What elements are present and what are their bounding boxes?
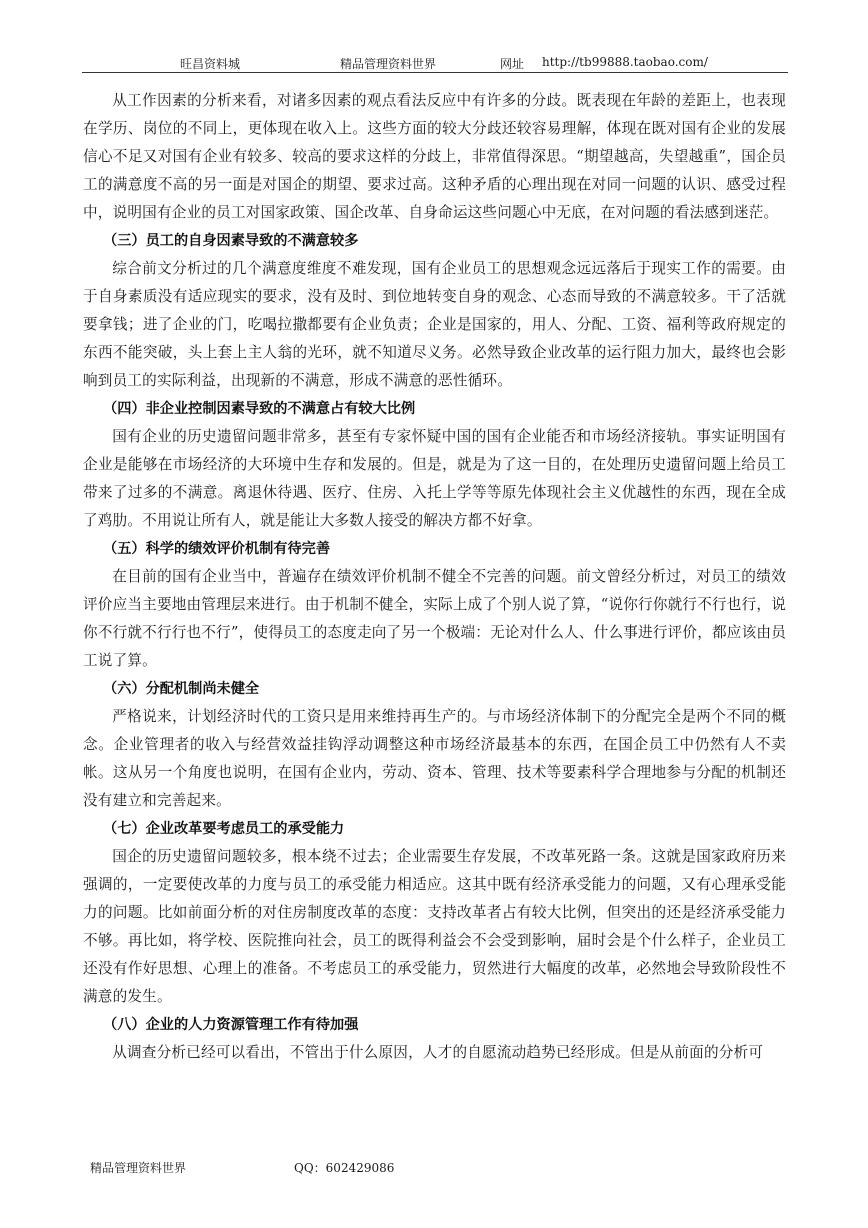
paragraph: 国有企业的历史遗留问题非常多，甚至有专家怀疑中国的国有企业能否和市场经济接轨。事实证明国有企业是能够在市场经济的大环境中生存和发展的。但是，就是为了这一目的，在处理历史遗留问题上给员工带来了过多的不满意。离退休待遇、医疗、住房、入托上学等等原先体现社会主义优越性的东西，现在全成了鸡肋。不用说让所有人，就是能让大多数人接受的解决方都不好拿。 [83,428,786,529]
page-header [82,50,788,73]
paragraph: 严格说来，计划经济时代的工资只是用来维持再生产的。与市场经济体制下的分配完全是两个不同的概念。企业管理者的收入与经营效益挂钩浮动调整这种市场经济最基本的东西，在国企员工中仍然有人不卖帐。这从另一个角度也说明，在国有企业内，劳动、资本、管理、技术等要素科学合理地参与分配的机制还没有建立和完善起来。 [83,708,786,809]
section-heading: （八）企业的人力资源管理工作有待加强 [103,1017,359,1033]
paragraph: 从工作因素的分析来看，对诸多因素的观点看法反应中有许多的分歧。既表现在年龄的差距上，也表现在学历、岗位的不同上，更体现在收入上。这些方面的较大分歧还较容易理解，体现在既对国有企业的发展信心不足又对国有企业有较多、较高的要求这样的分歧上，非常值得深思。“期望越高，失望越重”，国企员工的满意度不高的另一面是对国企的期望、要求过高。这种矛盾的心理出现在对同一问题的认识、感受过程中，说明国有企业的员工对国家政策、国企改革、自身命运这些问题心中无底，在对问题的看法感到迷茫。 [83,92,786,221]
footer-brand: 精品管理资料世界 [90,1161,187,1175]
header-site-name: 旺昌资料城 [180,57,241,71]
footer-qq: QQ：602429086 [294,1161,395,1175]
paragraph: 从调查分析已经可以看出，不管出于什么原因，人才的自愿流动趋势已经形成。但是从前面的分析可 [112,1044,764,1061]
header-url-link[interactable]: http://tb99888.taobao.com/ [542,55,708,69]
section-heading: （三）员工的自身因素导致的不满意较多 [103,233,359,249]
document-body [83,87,786,1067]
paragraph: 国企的历史遗留问题较多，根本绕不过去；企业需要生存发展，不改革死路一条。这就是国家政府历来强调的，一定要使改革的力度与员工的承受能力相适应。这其中既有经济承受能力的问题，又有心理承受能力的问题。比如前面分析的对住房制度改革的态度：支持改革者占有较大比例，但突出的还是经济承受能力不够。再比如，将学校、医院推向社会，员工的既得利益会不会受到影响，届时会是个什么样子，企业员工还没有作好思想、心理上的准备。不考虑员工的承受能力，贸然进行大幅度的改革，必然地会导致阶段性不满意的发生。 [83,848,786,1005]
header-url-label: 网址 [500,57,525,71]
paragraph: 在目前的国有企业当中，普遍存在绩效评价机制不健全不完善的问题。前文曾经分析过，对员工的绩效评价应当主要地由管理层来进行。由于机制不健全，实际上成了个别人说了算，“说你行你就行不行也行，说你不行就不行行也不行”，使得员工的态度走向了另一个极端：无论对什么人、什么事进行评价，都应该由员工说了算。 [83,568,786,669]
paragraph: 综合前文分析过的几个满意度维度不难发现，国有企业员工的思想观念远远落后于现实工作的需要。由于自身素质没有适应现实的要求，没有及时、到位地转变自身的观念、心态而导致的不满意较多。干了活就要拿钱；进了企业的门，吃喝拉撒都要有企业负责；企业是国家的，用人、分配、工资、福利等政府规定的东西不能突破，头上套上主人翁的光环，就不知道尽义务。必然导致企业改革的运行阻力加大，最终也会影响到员工的实际利益，出现新的不满意，形成不满意的恶性循环。 [83,260,786,389]
section-heading: （七）企业改革要考虑员工的承受能力 [103,821,345,837]
section-heading: （四）非企业控制因素导致的不满意占有较大比例 [103,401,416,417]
header-brand: 精品管理资料世界 [340,57,437,71]
section-heading: （六）分配机制尚未健全 [103,681,260,697]
section-heading: （五）科学的绩效评价机制有待完善 [103,541,331,557]
